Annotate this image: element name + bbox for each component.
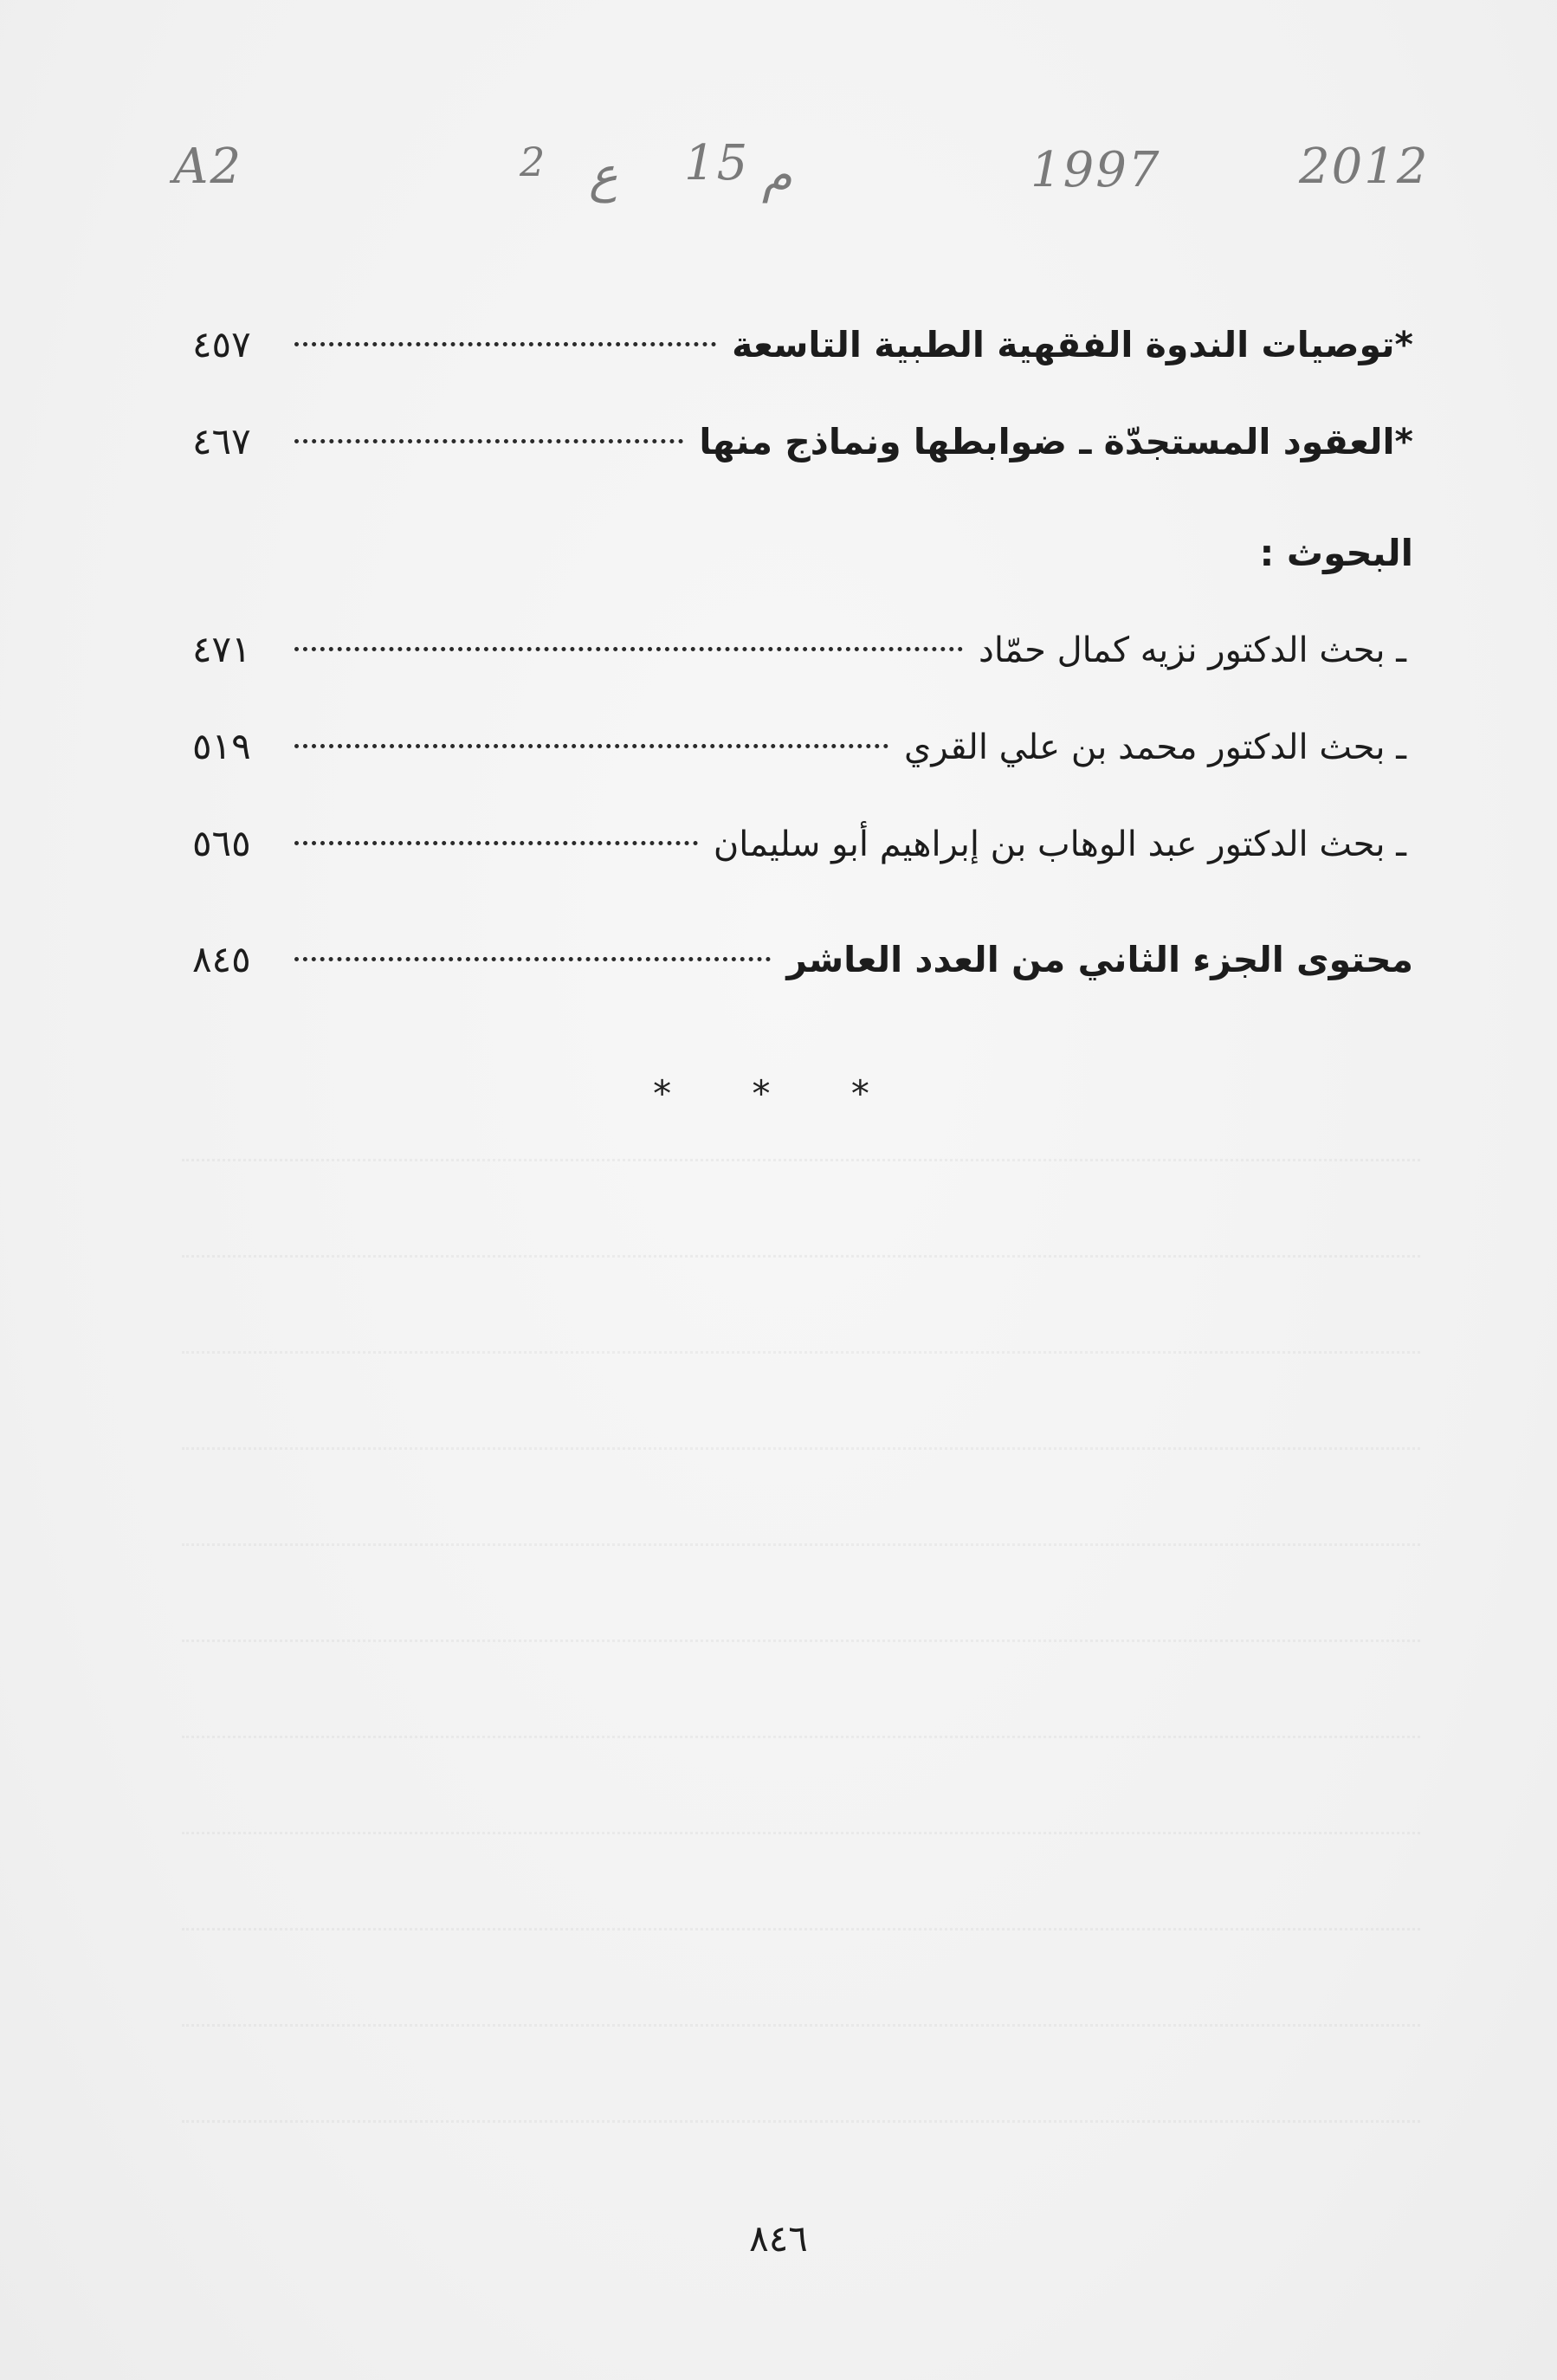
toc-entry-page: ٤٥٧ [192,323,251,365]
show-through-text [182,1065,1420,2105]
toc-entry-title: ـ بحث الدكتور نزيه كمال حمّاد [979,631,1406,670]
note-code: A2 [173,139,243,195]
toc-entry-page: ٤٧١ [192,628,251,670]
toc-entry-page: ٤٦٧ [192,420,251,462]
handwritten-note [173,135,1455,243]
toc-entry[interactable] [192,296,1413,393]
note-day: 15 [684,135,750,191]
page-number: ٨٤٦ [749,2217,808,2260]
note-issue: 2 [520,139,547,185]
dot-leader [294,957,771,961]
toc-entry-title: ـ بحث الدكتور محمد بن علي القري [904,728,1406,767]
toc-entry-title: *توصيات الندوة الفقهية الطبية التاسعة [732,324,1413,365]
table-of-contents [192,296,1413,1008]
dot-leader [294,744,888,748]
dot-leader [294,342,716,346]
dot-leader [294,841,698,845]
dot-leader [294,439,683,443]
note-year-2: 2012 [1299,139,1430,195]
research-heading: البحوث : [1259,532,1413,574]
section-separator: * * * [653,1072,904,1115]
toc-entry-page: ٥٦٥ [192,822,251,864]
toc-entry[interactable] [192,601,1413,698]
note-letter: ع [589,147,618,204]
toc-entry-title: محتوى الجزء الثاني من العدد العاشر [786,939,1413,980]
toc-entry-title: ـ بحث الدكتور عبد الوهاب بن إبراهيم أبو سليمان [713,825,1406,864]
toc-entry[interactable] [192,795,1413,892]
toc-entry[interactable] [192,393,1413,490]
note-year-1: 1997 [1030,142,1161,198]
note-m: م [762,147,792,204]
toc-entry-page: ٨٤٥ [192,938,251,980]
toc-entry[interactable] [192,698,1413,795]
dot-leader [294,647,963,651]
toc-entry-page: ٥١٩ [192,725,251,767]
toc-entry[interactable] [192,911,1413,1008]
toc-entry-title: *العقود المستجدّة ـ ضوابطها ونماذج منها [699,421,1413,462]
